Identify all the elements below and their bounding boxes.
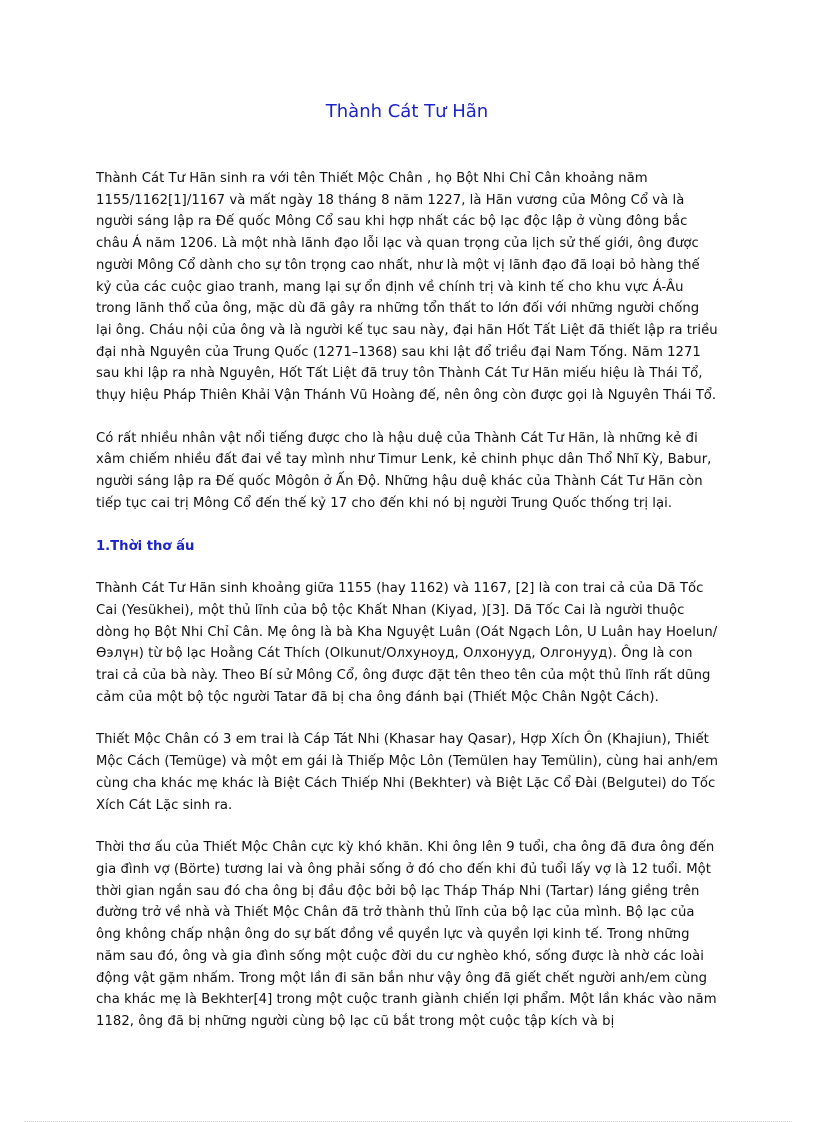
document-title: Thành Cát Tư Hãn	[325, 101, 489, 122]
intro-paragraph-1: Thành Cát Tư Hãn sinh ra với tên Thiết Mộc Chân , họ Bột Nhi Chỉ Cân khoảng năm 1155/1162[1]/1167 và mất ngày 18 tháng 8 năm 1227, là Hãn vương của Mông Cổ và là người sáng lập ra Đế quốc Mông Cổ sau khi hợp nhất các bộ lạc độc lập ở vùng đông bắc châu Á năm 1206. Là một nhà lãnh đạo lỗi lạc và quan trọng của lịch sử thế giới, ông được người Mông Cổ dành cho sự tôn trọng cao nhất, như là một vị lãnh đạo đã loại bỏ hàng thế kỷ của các cuộc giao tranh, mang lại sự ổn định về chính trị và kinh tế cho khu vực Á-Âu trong lãnh thổ của ông, mặc dù đã gây ra những tổn thất to lớn đối với những người chống lại ông. Cháu nội của ông và là người kế tục sau này, đại hãn Hốt Tất Liệt đã thiết lập ra triều đại nhà Nguyên của Trung Quốc (1271–1368) sau khi lật đổ triều đại Nam Tống. Năm 1271 sau khi lập ra nhà Nguyên, Hốt Tất Liệt đã truy tôn Thành Cát Tư Hãn miếu hiệu là Thái Tổ, thụy hiệu Pháp Thiên Khải Vận Thánh Vũ Hoàng đế, nên ông còn được gọi là Nguyên Thái Tổ.	[96, 171, 718, 404]
intro-paragraph-2: Có rất nhiều nhân vật nổi tiếng được cho là hậu duệ của Thành Cát Tư Hãn, là những kẻ đi xâm chiếm nhiều đất đai về tay mình như Timur Lenk, kẻ chinh phục dân Thổ Nhĩ Kỳ, Babur, người sáng lập ra Đế quốc Môgôn ở Ấn Độ. Những hậu duệ khác của Thành Cát Tư Hãn còn tiếp tục cai trị Mông Cổ đến thế kỷ 17 cho đến khi nó bị người Trung Quốc thống trị lại.	[96, 430, 712, 511]
document-page	[96, 100, 718, 1054]
childhood-paragraph-1: Thành Cát Tư Hãn sinh khoảng giữa 1155 (hay 1162) và 1167, [2] là con trai cả của Dã Tốc Cai (Yesükhei), một thủ lĩnh của bộ tộc Khất Nhan (Kiyad, )[3]. Dã Tốc Cai là người thuộc dòng họ Bột Nhi Chỉ Cân. Mẹ ông là bà Kha Nguyệt Luân (Oát Ngạch Lôn, U Luân hay Hoelun/Өэлүн) từ bộ lạc Hoằng Cát Thích (Olkunut/Олхуноуд, Олхонууд, Олгонууд). Ông là con trai cả của bà này. Theo Bí sử Mông Cổ, ông được đặt tên theo tên của một thủ lĩnh rất dũng cảm của một bộ tộc người Tatar đã bị cha ông đánh bại (Thiết Mộc Chân Ngột Cách).	[96, 581, 718, 705]
childhood-paragraph-2: Thiết Mộc Chân có 3 em trai là Cáp Tát Nhi (Khasar hay Qasar), Hợp Xích Ôn (Khajiun), Thiết Mộc Cách (Temüge) và một em gái là Thiếp Mộc Lôn (Temülen hay Temülin), cùng hai anh/em cùng cha khác mẹ khác là Biệt Cách Thiếp Nhi (Bekhter) và Biệt Lặc Cổ Đài (Belgutei) do Tốc Xích Cát Lặc sinh ra.	[96, 732, 718, 813]
section-heading-childhood: 1.Thời thơ ấu	[96, 538, 195, 554]
childhood-paragraph-3: Thời thơ ấu của Thiết Mộc Chân cực kỳ khó khăn. Khi ông lên 9 tuổi, cha ông đã đưa ông đến gia đình vợ (Börte) tương lai và ông phải sống ở đó cho đến khi đủ tuổi lấy vợ là 12 tuổi. Một thời gian ngắn sau đó cha ông bị đầu độc bởi bộ lạc Tháp Tháp Nhi (Tartar) láng giềng trên đường trở về nhà và Thiết Mộc Chân đã trở thành thủ lĩnh của bộ lạc của mình. Bộ lạc của ông không chấp nhận ông do sự bất đồng về quyền lực và quyền lợi kinh tế. Trong những năm sau đó, ông và gia đình sống một cuộc đời du cư nghèo khó, sống được là nhờ các loài động vật gặm nhấm. Trong một lần đi săn bắn như vậy ông đã giết chết người anh/em cùng cha khác mẹ là Bekhter[4] trong một cuộc tranh giành chiến lợi phẩm. Một lần khác vào năm 1182, ông đã bị những người cùng bộ lạc cũ bắt trong một cuộc tập kích và bị	[96, 840, 717, 1029]
page-bottom-divider	[24, 1121, 792, 1122]
